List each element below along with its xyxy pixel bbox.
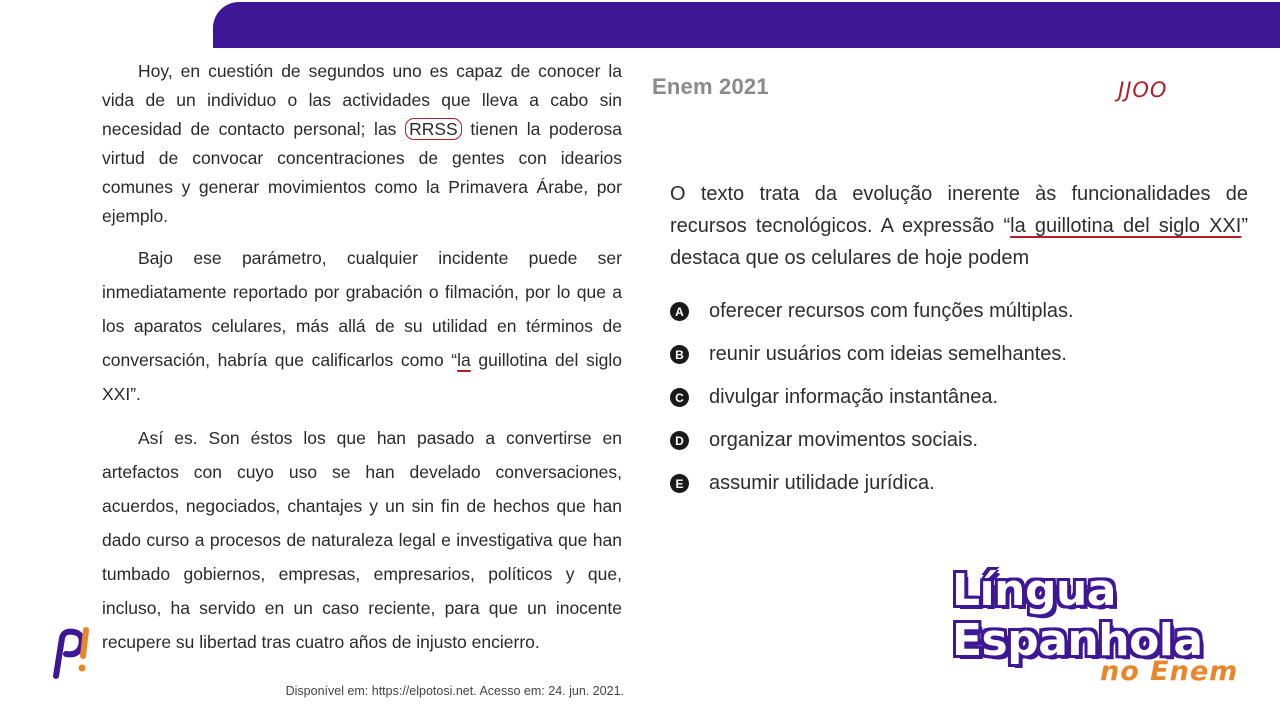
p2-text-before: Bajo ese parámetro, cualquier incidente puede ser inmediatamente reportado por grabación o filmación, por lo que a los aparatos celulares, más allá de su utilidad en términos de conversación, habría que calificarlos como “ [102, 248, 622, 370]
passage-paragraph-1 [102, 57, 622, 231]
passage-text [102, 57, 622, 659]
question-text-after: ” destaca que os celulares de hoje podem [670, 215, 1248, 269]
option-e-text: assumir utilidade jurídica. [709, 472, 935, 494]
option-d-text: organizar movimentos sociais. [709, 429, 978, 451]
answer-options [670, 290, 1250, 505]
top-banner [213, 2, 1280, 48]
option-b-badge: B [670, 345, 689, 364]
p-exclamation-logo-icon [46, 624, 94, 680]
source-citation: Disponível em: https://elpotosi.net. Acesso em: 24. jun. 2021. [285, 684, 624, 698]
exam-title: Enem 2021 [652, 74, 769, 99]
option-b[interactable] [670, 333, 1250, 376]
option-c-badge: C [670, 388, 689, 407]
option-c[interactable] [670, 376, 1250, 419]
option-a-text: oferecer recursos com funções múltiplas. [709, 300, 1074, 322]
p1-text-before: Hoy, en cuestión de segundos uno es capaz de conocer la vida de un individuo o las actividades que lleva a cabo sin necesidad de contacto personal; las [102, 61, 622, 139]
question-text-before: O texto trata da evolução inerente às funcionalidades de recursos tecnológicos. A expressão “ [670, 183, 1248, 237]
handwritten-note: JJOO [1118, 78, 1168, 102]
question-stem [670, 178, 1248, 274]
rrss-highlight: RRSS [405, 118, 462, 140]
option-d[interactable] [670, 419, 1250, 462]
passage-paragraph-3: Así es. Son éstos los que han pasado a convertirse en artefactos con cuyo uso se han develado conversaciones, acuerdos, negociados, chantajes y un sin fin de hechos que han dado curso a procesos de naturaleza legal e investigativa que han tumbado gobiernos, empresas, empresarios, políticos y que, incluso, ha servido en un caso reciente, para que un inocente recupere su libertad tras cuatro años de injusto encierro. [102, 428, 622, 652]
brand-line-1: Língua [952, 565, 1116, 616]
option-d-badge: D [670, 431, 689, 450]
la-highlight: la [457, 350, 471, 370]
option-c-text: divulgar informação instantânea. [709, 386, 999, 408]
passage-paragraph-2 [102, 241, 622, 411]
brand-title [952, 566, 1203, 666]
brand-subtitle: no Enem [1100, 656, 1239, 687]
option-e[interactable] [670, 462, 1250, 505]
option-a[interactable] [670, 290, 1250, 333]
option-e-badge: E [670, 474, 689, 493]
option-b-text: reunir usuários com ideias semelhantes. [709, 343, 1067, 365]
question-highlight: la guillotina del siglo XXI [1010, 215, 1242, 237]
brand-line-2: Espanhola [952, 615, 1203, 666]
p1-text-after: tienen la poderosa virtud de convocar concentraciones de gentes con idearios comunes y generar movimientos como la Primavera Árabe, por ejemplo. [102, 119, 622, 226]
p2-text-after: guillotina del siglo XXI”. [102, 350, 622, 404]
option-a-badge: A [670, 302, 689, 321]
